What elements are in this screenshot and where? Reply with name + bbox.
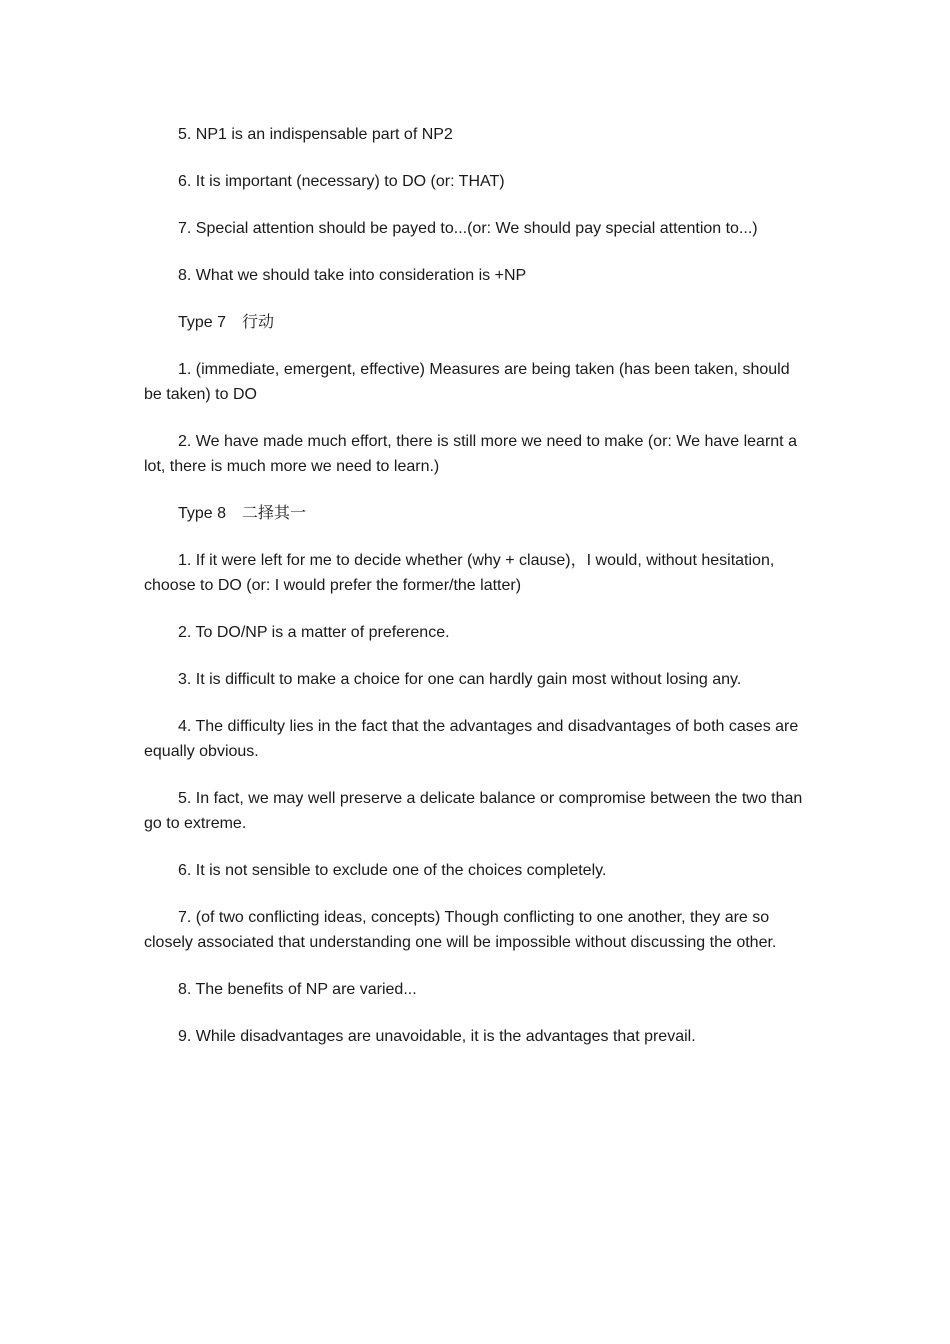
item-measures-taken: 1. (immediate, emergent, effective) Measures are being taken (has been taken, should be taken) to DO [144, 361, 790, 403]
item-delicate-balance: 5. In fact, we may well preserve a delicate balance or compromise between the two than go to extreme. [144, 790, 803, 832]
section-heading-type-8: Type 8 二择其一 [178, 505, 307, 522]
item-made-much-effort: 2. We have made much effort, there is still more we need to make (or: We have learnt a lot, there is much more we need to learn.) [144, 433, 797, 475]
item-important-necessary: 6. It is important (necessary) to DO (or: THAT) [178, 173, 505, 190]
section-heading-type-7: Type 7 行动 [178, 314, 275, 331]
item-matter-of-preference: 2. To DO/NP is a matter of preference. [178, 624, 450, 641]
item-take-into-consideration: 8. What we should take into consideration is +NP [178, 267, 527, 284]
item-special-attention: 7. Special attention should be payed to...(or: We should pay special attention to...) [178, 220, 758, 237]
item-advantages-prevail: 9. While disadvantages are unavoidable, it is the advantages that prevail. [178, 1028, 696, 1045]
document-page [144, 122, 810, 1071]
item-np1-indispensable: 5. NP1 is an indispensable part of NP2 [178, 126, 453, 143]
item-not-sensible-to-exclude: 6. It is not sensible to exclude one of the choices completely. [178, 862, 607, 879]
item-difficult-to-choose: 3. It is difficult to make a choice for one can hardly gain most without losing any. [178, 671, 742, 688]
item-left-for-me-to-decide: 1. If it were left for me to decide whether (why + clause)，I would, without hesitation, choose to DO (or: I would prefer the former/the latter) [144, 552, 775, 594]
item-conflicting-ideas: 7. (of two conflicting ideas, concepts) Though conflicting to one another, they are so closely associated that understanding one will be impossible without discussing the other. [144, 909, 777, 951]
item-difficulty-lies: 4. The difficulty lies in the fact that the advantages and disadvantages of both cases are equally obvious. [144, 718, 799, 760]
item-benefits-varied: 8. The benefits of NP are varied... [178, 981, 417, 998]
